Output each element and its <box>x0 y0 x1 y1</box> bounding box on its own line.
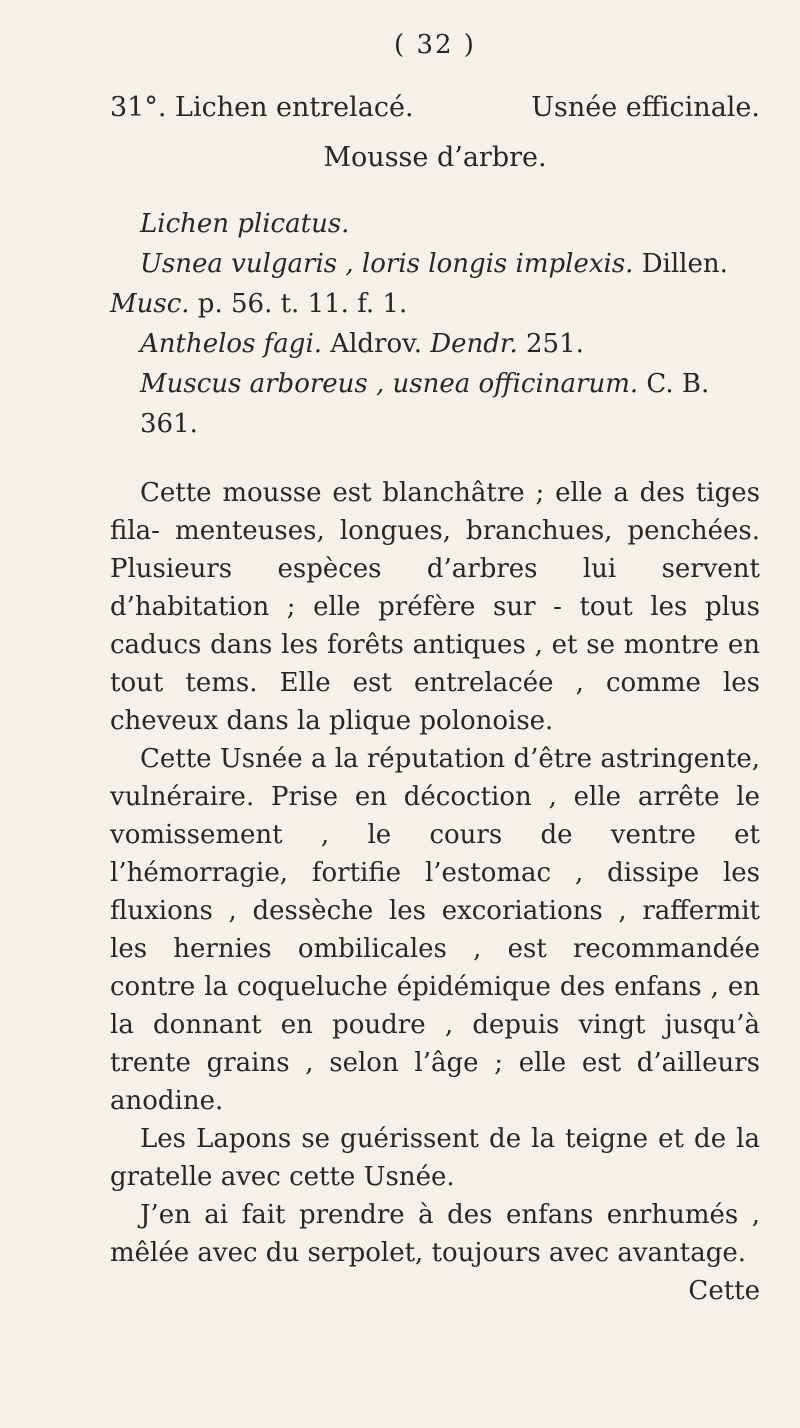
paragraph-lapons: Les Lapons se guérissent de la teigne et de la gratelle avec cette Usnée. <box>110 1124 760 1192</box>
synonym-latin: Musc. <box>110 289 190 319</box>
synonym-latin: Anthelos fagi. <box>140 329 323 359</box>
synonym-line <box>110 204 760 244</box>
paragraph-virtues: Cette Usnée a la réputation d’être astringente, vulnéraire. Prise en décoction , elle arrête le vomissement , le cours de ventre et l’hémorragie, fortifie l’estomac , dissipe les fluxions , dessèche les excoriations , raffermit les hernies ombilicales , est recommandée contre la coqueluche épidémique des enfans , en la donnant en poudre , depuis vingt jusqu’à trente grains , selon l’âge ; elle est d’ailleurs anodine. <box>110 744 760 1116</box>
entry-alt-name: Usnée efficinale. <box>531 92 760 123</box>
synonym-ref: C. B. 361. <box>140 369 710 439</box>
paragraph-description: Cette mousse est blanchâtre ; elle a des tiges fila- menteuses, longues, branchues, penchées. Plusieurs espèces d’arbres lui servent d’habitation ; elle préfère sur - tout les plus caducs dans les forêts antiques , et se montre en tout tems. Elle est entrelacée , comme les cheveux dans la plique polonoise. <box>110 478 760 736</box>
synonym-ref: 251. <box>517 329 584 359</box>
synonym-line <box>110 244 760 284</box>
synonym-latin: Dendr. <box>430 329 518 359</box>
entry-title <box>110 88 760 128</box>
synonym-line <box>110 324 760 364</box>
synonym-list <box>110 204 760 444</box>
synonym-ref: Dillen. <box>633 249 728 279</box>
synonym-latin: Usnea vulgaris , loris longis implexis. <box>140 249 634 279</box>
catchword: Cette <box>688 1276 760 1306</box>
synonym-ref: p. 56. t. 11. f. 1. <box>189 289 408 319</box>
synonym-line <box>110 364 760 444</box>
synonym-ref: Aldrov. <box>322 329 431 359</box>
entry-name: 31°. Lichen entrelacé. <box>110 92 414 123</box>
paragraph-experience: J’en ai fait prendre à des enfans enrhumés , mêlée avec du serpolet, toujours avec avantage. <box>110 1200 760 1268</box>
synonym-latin: Lichen plicatus. <box>140 209 350 239</box>
synonym-line <box>110 284 760 324</box>
synonym-latin: Muscus arboreus , usnea officinarum. <box>140 369 639 399</box>
book-page <box>110 0 760 1428</box>
entry-subtitle: Mousse d’arbre. <box>323 142 547 173</box>
page-number: ( 32 ) <box>394 30 476 60</box>
